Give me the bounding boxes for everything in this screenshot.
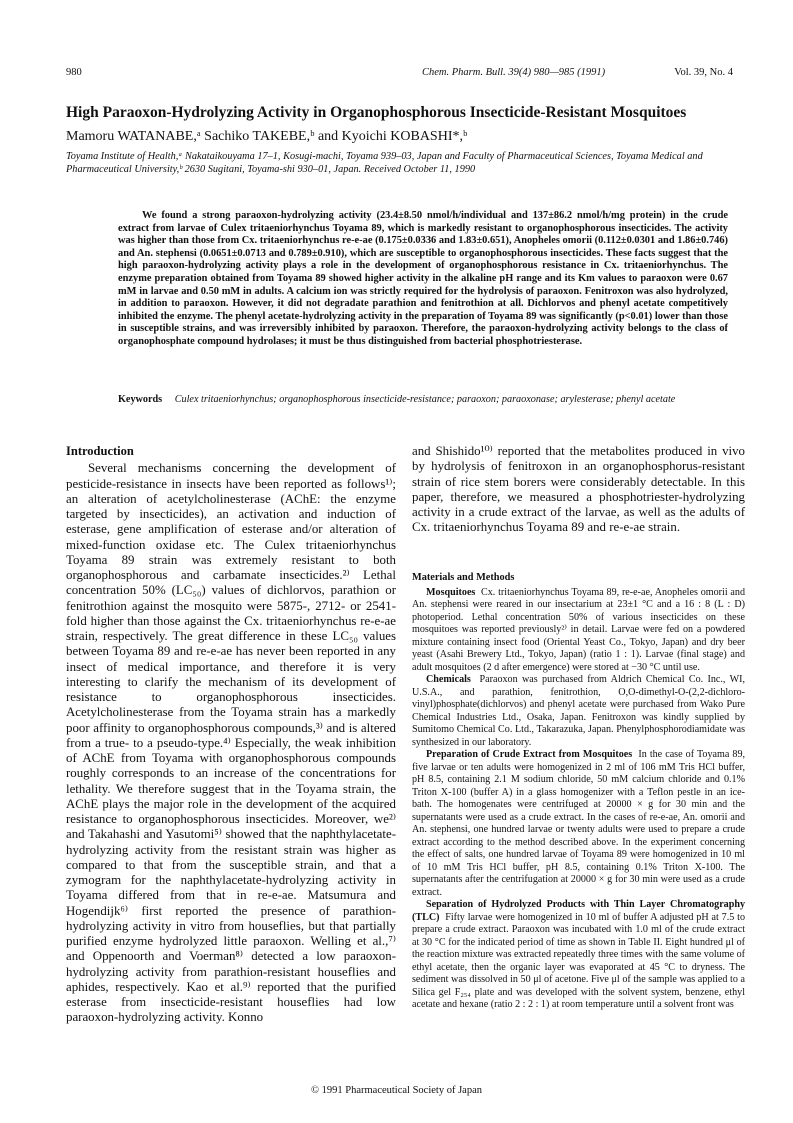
paper-title: High Paraoxon-Hydrolyzing Activity in Organophosphorous Insecticide-Resistant Mosquitoes <box>66 104 687 121</box>
methods-subheading: Chemicals <box>426 674 471 685</box>
right-column-intro <box>412 444 745 536</box>
keywords-label: Keywords <box>118 394 163 405</box>
abstract-text: We found a strong paraoxon-hydrolyzing activity (23.4±8.50 nmol/h/individual and 137±86.2 nmol/h/mg protein) in the crude extract from larvae of Culex tritaeniorhynchus Toyama 89, which is markedly resistant to organophosphorous insecticides. The activity was higher than those from Cx. tritaeniorhynchus re-e-ae (0.175±0.0336 and 1.83±0.651), Anopheles omorii (0.112±0.0301 and 1.86±0.746) and An. stephensi (0.0651±0.0713 and 0.789±0.910), which are susceptible to organophosphorous insecticides. These facts suggest that the high paraoxon-hydrolyzing activity plays a role in the development of organophosphorous resistance in Cx. tritaeniorhynchus. The enzyme preparation obtained from Toyama 89 showed higher activity in the alkaline pH range and its Km values to paraoxon were 0.67 mM in larvae and 0.50 mM in adults. A calcium ion was strictly required for the hydrolysis of paraoxon. Fenitroxon was also hydrolyzed, in addition to paraoxon. However, it did not degradate parathion and fenitrothion at all. Dichlorvos and phenyl acetate competitively inhibited the enzyme. The phenyl acetate-hydrolyzing activity in the preparation of Toyama 89 was significantly (p<0.01) lower than those in susceptible strains, and was irreversibly inhibited by paraoxon. Therefore, the paraoxon-hydrolyzing activity belongs to the class of organophosphate compound hydrolases; it must be thus distinguished from bacterial phosphotriesterase. <box>118 210 728 347</box>
copyright-footer: © 1991 Pharmaceutical Society of Japan <box>311 1085 482 1096</box>
introduction-paragraph: Several mechanisms concerning the development of pesticide-resistance in insects have been reported as follows¹⁾; an alteration of acetylcholinesterase (AChE: the enzyme targeted by insecticides), an activation and induction of esterase, gene amplification of esterase and/or alteration of mixed-function oxidase etc. The Culex tritaeniorhynchus Toyama 89 strain was extremely resistant to both organophosphorous and carbamate insecticides.²⁾ Lethal concentration 50% (LC₅₀) values of dichlorvos, parathion or fenitrothion against the mosquito were 5875-, 2712- or 2541-fold higher than those against the Cx. tritaeniorhynchus re-e-ae strain, respectively. The great difference in these LC₅₀ values between Toyama 89 and re-e-ae has never been reported in any insect of medical importance, and therefore it is very interesting to clarify the mechanism of its development of resistance to organophosphorous insecticides. Acetylcholinesterase from the Toyama strain has a markedly poor affinity to organophosphorous compounds,³⁾ and is altered from a true- to a pseudo-type.⁴⁾ Especially, the weak inhibition of AChE from Toyama with organophosphorous compounds roughly corresponds to an increase of the concentrations for lethality. We therefore suggest that in the Toyama strain, the AChE plays the major role in the development of the acquired resistance to organophosphorous insecticides. Moreover, we²⁾ and Takahashi and Yasutomi⁵⁾ showed that the naphthylacetate-hydrolyzing activity from the resistant strain was higher as compared to that from the susceptible strain, and that a zymogram for the naphthylacetate-hydrolyzing activity in Toyama differed from that in re-e-ae. Matsumura and Hogendijk⁶⁾ first reported the presence of parathion-hydrolyzing activity in vitro from houseflies, but that partially purified enzyme hydrolyzed little paraoxon. Welling et al.,⁷⁾ and Oppenoorth and Voerman⁸⁾ detected a low paraoxon-hydrolyzing activity from parathion-resistant houseflies and aphides, respectively. Kao et al.⁹⁾ reported that the purified esterase from insecticide-resistant houseflies had low paraoxon-hydrolyzing activity. Konno <box>66 461 396 1025</box>
methods-text: Fifty larvae were homogenized in 10 ml of buffer A adjusted pH at 7.5 to prepare a crude extract. Paraoxon was incubated with 1.0 ml of the crude extract at 30 °C for the indicated period of time as shown in Table II. Eight hundred μl of the reaction mixture was extracted repeatedly three times with the same volume of ethyl acetate, then the organic layer was evaporated at 45 °C to dryness. The sediment was dissolved in 50 μl of acetone. Five μl of the sample was applied to a Silica gel F₂₅₄ plate and was developed with the solvent system, benzene, ethyl acetate and hexane (ratio 2 : 2 : 1) at room temperature until a solvent front was <box>412 911 745 1010</box>
keywords <box>118 394 728 407</box>
methods-subheading: Preparation of Crude Extract from Mosquitoes <box>426 749 633 760</box>
methods-paragraph-mosquitoes <box>412 587 745 675</box>
introduction-continued: and Shishido¹⁰⁾ reported that the metabolites produced in vivo by hydrolysis of fenitroxon in an organophosphorus-resistant strain of rice stem borers were considerably detectable. In this paper, therefore, we measured a phosphotriester-hydrolyzing activity in a crude extract of the larvae, as well as the adults of Cx. tritaeniorhynchus Toyama 89 and re-e-ae strain. <box>412 444 745 535</box>
introduction-heading: Introduction <box>66 444 134 458</box>
methods-subheading: Separation of Hydrolyzed Products with Thin Layer Chromatography (TLC) <box>412 899 745 923</box>
keywords-text: Culex tritaeniorhynchus; organophosphorous insecticide-resistance; paraoxon; paraoxonase; arylesterase; phenyl acetate <box>174 394 676 405</box>
methods-subheading: Mosquitoes <box>426 586 476 598</box>
left-column <box>66 444 396 1026</box>
methods-paragraph-tlc <box>412 899 745 1012</box>
author-list: Mamoru WATANABE,ᵃ Sachiko TAKEBE,ᵇ and Kyoichi KOBASHI*,ᵇ <box>66 129 468 144</box>
journal-citation: Chem. Pharm. Bull. 39(4) 980—985 (1991) <box>422 67 606 78</box>
affiliation: Toyama Institute of Health,ᵃ Nakataikouyama 17–1, Kosugi-machi, Toyama 939–03, Japan and Faculty of Pharmaceutical Sciences, Toyama Medical and Pharmaceutical University,ᵇ 2630 Sugitani, Toyama-shi 930–01, Japan. Received October 11, 1990 <box>66 151 703 175</box>
methods-paragraph-preparation <box>412 749 745 899</box>
abstract <box>118 210 728 349</box>
methods-section <box>412 572 745 1012</box>
methods-paragraph-chemicals <box>412 674 745 749</box>
methods-text: In the case of Toyama 89, five larvae or ten adults were homogenized in 2 ml of 106 mM Tris HCl buffer, pH 8.5, containing 2.1 M sodium chloride, 50 mM calcium chloride and 0.1% Triton X-100 (buffer A) in a glass homogenizer with a Teflon pestle in an ice-bath. The homogenates were centrifuged at 20000 × g for 30 min and the supernatants were used as a crude extract. In the cases of re-e-ae, An. omorii and An. stephensi, one hundred larvae or twenty adults were used to prepare a crude extract according to the method described above. In the experiment concerning the effect of salts, one hundred larvae of Toyama 89 were homogenized in 10 ml of 10 mM Tris HCl buffer, pH 8.5, containing 0.1% Triton X-100. The supernatants after the centrifugation at 20000 × g for 30 min were used as a crude extract. <box>412 749 746 898</box>
volume-issue: Vol. 39, No. 4 <box>674 67 733 78</box>
page-number: 980 <box>66 67 82 78</box>
methods-heading: Materials and Methods <box>412 572 515 583</box>
methods-text: Cx. tritaeniorhynchus Toyama 89, re-e-ae, Anopheles omorii and An. stephensi were reared in our insectarium at 23±1 °C and a 16 : 8 (L : D) photoperiod. Lethal concentration 50% of various insecticides on these mosquitoes was reported previously²⁾ in detail. Larvae were fed on a powdered mixture containing insect food (Oriental Yeast Co., Tokyo, Japan) and dry beer yeast (Asahi Brewery Ltd., Tokyo, Japan) (ratio 1 : 1). Larvae (final stage) and adult mosquitoes (2 d after emergence) were stored at −30 °C until use. <box>412 586 745 673</box>
methods-text: Paraoxon was purchased from Aldrich Chemical Co. Inc., WI, U.S.A., and parathion, fenitrothion, O,O-dimethyl-O-(2,2-dichloro-vinyl)phosphate(dichlorvos) and phenyl acetate were purchased from Wako Pure Chemical Industries Ltd., Osaka, Japan. Fenitroxon was kindly supplied by Sumitomo Chemical Co. Ltd., Takarazuka, Japan. Phenylphosphorodiamidate was synthesized in our laboratory. <box>412 674 745 748</box>
